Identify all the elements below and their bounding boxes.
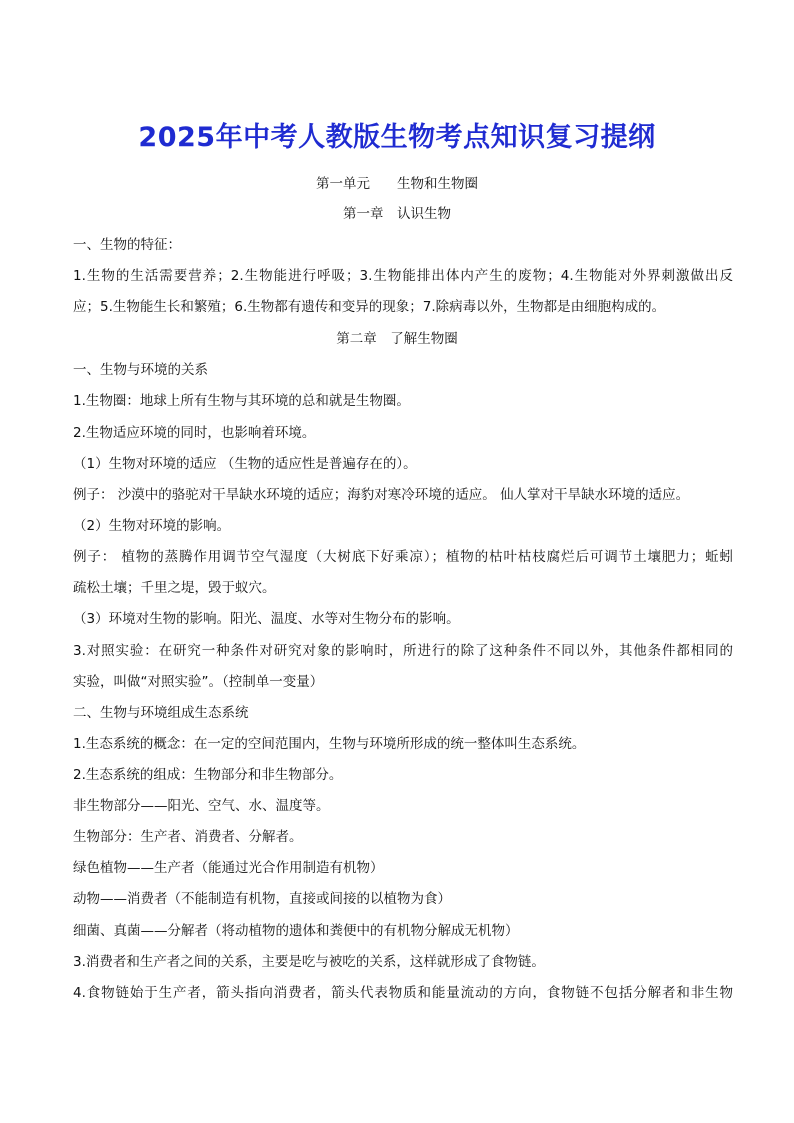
paragraph-line: 1.生物的生活需要营养；2.生物能进行呼吸；3.生物能排出体内产生的废物；4.生物能对外界刺激做出反	[73, 268, 733, 284]
paragraph-line: 细菌、真菌——分解者（将动植物的遗体和粪便中的有机物分解成无机物）	[73, 923, 519, 939]
paragraph-line: 动物——消费者（不能制造有机物，直接或间接的以植物为食）	[73, 891, 451, 907]
paragraph-line: 应；5.生物能生长和繁殖；6.生物都有遗传和变异的现象；7.除病毒以外，生物都是由细胞构成的。	[73, 299, 666, 315]
document-title: 2025年中考人教版生物考点知识复习提纲	[138, 122, 656, 153]
paragraph-line: 2.生物适应环境的同时，也影响着环境。	[73, 425, 316, 441]
paragraph-line: 3.消费者和生产者之间的关系，主要是吃与被吃的关系，这样就形成了食物链。	[73, 954, 545, 970]
paragraph-line: （3）环境对生物的影响。阳光、温度、水等对生物分布的影响。	[73, 611, 460, 627]
paragraph-line: 实验，叫做“对照实验”。（控制单一变量）	[73, 674, 324, 690]
paragraph-line: 1.生物圈：地球上所有生物与其环境的总和就是生物圈。	[73, 393, 410, 409]
paragraph-line: 1.生态系统的概念：在一定的空间范围内，生物与环境所形成的统一整体叫生态系统。	[73, 736, 586, 752]
section-heading: 二、生物与环境组成生态系统	[73, 705, 249, 721]
chapter-heading: 第二章 了解生物圈	[336, 331, 458, 347]
paragraph-line: （2）生物对环境的影响。	[73, 518, 231, 534]
chapter-heading: 第一章 认识生物	[343, 206, 451, 222]
paragraph-line: （1）生物对环境的适应 （生物的适应性是普遍存在的）。	[73, 456, 417, 472]
unit-heading: 第一单元 生物和生物圈	[316, 176, 478, 192]
paragraph-line: 3.对照实验：在研究一种条件对研究对象的影响时，所进行的除了这种条件不同以外，其他条件都相同的	[73, 643, 733, 659]
section-heading: 一、生物的特征：	[73, 237, 181, 253]
paragraph-line: 疏松土壤；千里之堤，毁于蚁穴。	[73, 580, 276, 596]
paragraph-line: 例子： 沙漠中的骆驼对干旱缺水环境的适应；海豹对寒冷环境的适应。 仙人掌对干旱缺水环境的适应。	[73, 487, 690, 503]
paragraph-line: 2.生态系统的组成：生物部分和非生物部分。	[73, 767, 343, 783]
paragraph-line: 例子： 植物的蒸腾作用调节空气湿度（大树底下好乘凉）；植物的枯叶枯枝腐烂后可调节土壤肥力；蚯蚓	[73, 549, 733, 565]
paragraph-line: 绿色植物——生产者（能通过光合作用制造有机物）	[73, 860, 384, 876]
paragraph-line: 非生物部分——阳光、空气、水、温度等。	[73, 798, 330, 814]
paragraph-line: 生物部分：生产者、消费者、分解者。	[73, 829, 303, 845]
paragraph-line: 4.食物链始于生产者，箭头指向消费者，箭头代表物质和能量流动的方向，食物链不包括分解者和非生物	[73, 985, 733, 1001]
section-heading: 一、生物与环境的关系	[73, 362, 208, 378]
